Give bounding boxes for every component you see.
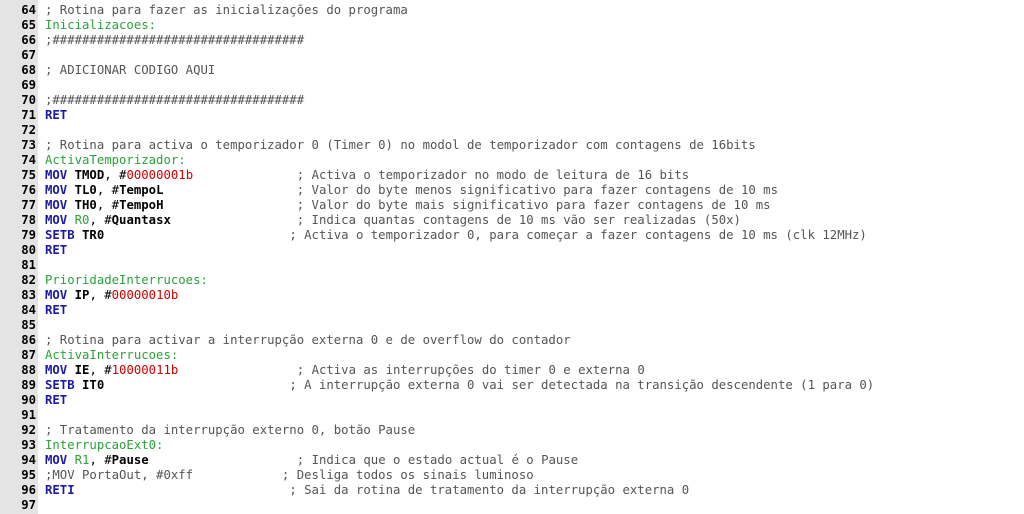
code-line[interactable]: [0, 33, 1024, 48]
code-text[interactable]: [45, 213, 741, 228]
code-text[interactable]: [45, 363, 645, 378]
line-number: 72: [21, 123, 36, 137]
code-token-label: PrioridadeInterrucoes:: [45, 273, 208, 287]
code-text[interactable]: [45, 243, 67, 258]
code-text[interactable]: [45, 63, 215, 78]
code-token-kw: RET: [45, 108, 68, 122]
code-line[interactable]: [0, 288, 1024, 303]
code-token-plain: [178, 363, 296, 377]
code-token-kw: RETI: [45, 483, 75, 497]
line-number: 80: [21, 243, 36, 257]
code-line[interactable]: [0, 48, 1024, 63]
line-number: 77: [21, 198, 36, 212]
line-number: 66: [21, 33, 36, 47]
code-token-num: 00000001b: [126, 168, 194, 182]
code-token-num: 00000010b: [111, 288, 179, 302]
code-token-id: TH0: [74, 198, 97, 212]
code-token-comment: ; Rotina para fazer as inicializações do programa: [45, 3, 408, 17]
code-token-comment: ; Activa o temporizador no modo de leitura de 16 bits: [296, 168, 690, 182]
code-token-kw: RET: [45, 243, 68, 257]
line-number: 71: [21, 108, 36, 122]
code-token-id: IP: [74, 288, 90, 302]
code-token-num: 10000011b: [111, 363, 179, 377]
code-token-plain: [193, 468, 282, 482]
code-line[interactable]: [0, 363, 1024, 378]
code-token-plain: , #: [89, 288, 112, 302]
code-token-id: TL0: [74, 183, 97, 197]
code-text[interactable]: [45, 228, 867, 243]
code-token-kw: MOV: [45, 183, 75, 197]
code-text[interactable]: [45, 438, 163, 453]
code-token-kw: MOV: [45, 453, 75, 467]
code-token-kw: SETB: [45, 378, 83, 392]
code-token-id: IT0: [82, 378, 105, 392]
line-number: 94: [21, 453, 36, 467]
code-token-kw: RET: [45, 303, 68, 317]
code-token-id: Pause: [111, 453, 149, 467]
code-line[interactable]: [0, 468, 1024, 483]
code-token-plain: [163, 198, 296, 212]
code-token-comment: ; Valor do byte mais significativo para fazer contagens de 10 ms: [296, 198, 771, 212]
line-number: 85: [21, 318, 36, 332]
code-token-plain: [193, 168, 297, 182]
code-text[interactable]: [45, 378, 874, 393]
code-line[interactable]: [0, 483, 1024, 498]
code-line[interactable]: [0, 153, 1024, 168]
code-line[interactable]: [0, 258, 1024, 273]
code-line[interactable]: [0, 423, 1024, 438]
code-token-comment: ; Activa o temporizador 0, para começar a fazer contagens de 10 ms (clk 12MHz): [289, 228, 867, 242]
code-token-reg: R1: [74, 453, 90, 467]
code-token-kw: MOV: [45, 213, 75, 227]
code-token-comment: ; Sai da rotina de tratamento da interrupção externa 0: [289, 483, 690, 497]
code-text[interactable]: [45, 108, 67, 123]
code-token-comment: ; Rotina para activar a interrupção externa 0 e de overflow do contador: [45, 333, 571, 347]
code-text[interactable]: [45, 333, 571, 348]
line-number: 86: [21, 333, 36, 347]
code-line[interactable]: [0, 438, 1024, 453]
code-token-comment: ; ADICIONAR CODIGO AQUI: [45, 63, 216, 77]
code-token-plain: , #: [89, 453, 112, 467]
code-token-comment: ; Desliga todos os sinais luminoso: [281, 468, 534, 482]
code-line[interactable]: [0, 168, 1024, 183]
code-token-comment: ; Tratamento da interrupção externo 0, botão Pause: [45, 423, 416, 437]
code-token-comment: ;MOV PortaOut, #0xff: [45, 468, 194, 482]
code-token-comment: ; Indica quantas contagens de 10 ms vão ser realizadas (50x): [296, 213, 741, 227]
code-text[interactable]: [45, 453, 578, 468]
line-number: 70: [21, 93, 36, 107]
code-token-plain: , #: [96, 198, 120, 212]
code-token-id: TMOD: [74, 168, 105, 182]
code-token-kw: MOV: [45, 168, 75, 182]
code-text[interactable]: [45, 393, 67, 408]
line-number: 97: [21, 498, 36, 512]
code-text[interactable]: [45, 138, 756, 153]
line-number: 92: [21, 423, 36, 437]
line-number: 75: [21, 168, 36, 182]
line-number: 89: [21, 378, 36, 392]
code-token-id: Quantasx: [111, 213, 171, 227]
code-text[interactable]: [45, 288, 178, 303]
code-token-plain: [171, 213, 297, 227]
line-number: 93: [21, 438, 36, 452]
line-number: 78: [21, 213, 36, 227]
line-number: 96: [21, 483, 36, 497]
code-token-comment: ;##################################: [45, 33, 305, 47]
line-number: 74: [21, 153, 36, 167]
code-token-id: TempoH: [119, 198, 164, 212]
code-token-plain: , #: [96, 183, 120, 197]
code-token-plain: , #: [89, 363, 112, 377]
code-text[interactable]: [45, 153, 186, 168]
code-text[interactable]: [45, 18, 156, 33]
code-token-label: InterrupcaoExt0:: [45, 438, 164, 452]
code-token-plain: , #: [104, 168, 127, 182]
code-line[interactable]: [0, 303, 1024, 318]
code-token-label: Inicializacoes:: [45, 18, 157, 32]
code-token-kw: MOV: [45, 198, 75, 212]
code-token-id: TR0: [82, 228, 105, 242]
code-line[interactable]: [0, 318, 1024, 333]
line-number: 67: [21, 48, 36, 62]
line-number: 87: [21, 348, 36, 362]
code-line[interactable]: [0, 228, 1024, 243]
code-line[interactable]: [0, 93, 1024, 108]
code-line[interactable]: [0, 198, 1024, 213]
code-token-plain: [75, 483, 290, 497]
code-text[interactable]: [45, 168, 689, 183]
code-text[interactable]: [45, 93, 304, 108]
code-line[interactable]: [0, 498, 1024, 513]
code-line[interactable]: [0, 378, 1024, 393]
code-token-plain: , #: [89, 213, 112, 227]
code-line[interactable]: [0, 408, 1024, 423]
line-number: 83: [21, 288, 36, 302]
line-number: 88: [21, 363, 36, 377]
code-token-plain: [104, 228, 289, 242]
line-number: 84: [21, 303, 36, 317]
code-line[interactable]: [0, 243, 1024, 258]
code-token-comment: ; A interrupção externa 0 vai ser detectada na transição descendente (1 para 0): [289, 378, 875, 392]
code-line[interactable]: [0, 348, 1024, 363]
code-token-plain: [163, 183, 296, 197]
line-number: 79: [21, 228, 36, 242]
line-number: 82: [21, 273, 36, 287]
code-text[interactable]: [45, 273, 208, 288]
line-number: 73: [21, 138, 36, 152]
code-line[interactable]: [0, 78, 1024, 93]
code-text[interactable]: [45, 198, 771, 213]
code-text[interactable]: [45, 183, 778, 198]
code-line[interactable]: [0, 3, 1024, 18]
code-token-comment: ; Indica que o estado actual é o Pause: [296, 453, 579, 467]
code-text[interactable]: [45, 468, 534, 483]
code-token-id: IE: [74, 363, 90, 377]
code-line[interactable]: [0, 213, 1024, 228]
code-text[interactable]: [45, 423, 415, 438]
code-line[interactable]: [0, 18, 1024, 33]
code-token-plain: [149, 453, 297, 467]
line-number: 65: [21, 18, 36, 32]
code-token-reg: R0: [74, 213, 90, 227]
code-line[interactable]: [0, 108, 1024, 123]
code-token-kw: MOV: [45, 363, 75, 377]
code-text[interactable]: [45, 303, 67, 318]
code-text[interactable]: [45, 33, 304, 48]
code-token-comment: ;##################################: [45, 93, 305, 107]
line-number: 64: [21, 3, 36, 17]
code-line[interactable]: [0, 333, 1024, 348]
line-number: 95: [21, 468, 36, 482]
line-number: 68: [21, 63, 36, 77]
code-line[interactable]: [0, 183, 1024, 198]
code-text[interactable]: [45, 483, 689, 498]
line-number: 90: [21, 393, 36, 407]
line-number: 76: [21, 183, 36, 197]
code-line[interactable]: [0, 123, 1024, 138]
code-token-kw: RET: [45, 393, 68, 407]
code-token-comment: ; Rotina para activa o temporizador 0 (Timer 0) no modol de temporizador com contagens de 16bits: [45, 138, 756, 152]
code-token-comment: ; Valor do byte menos significativo para fazer contagens de 10 ms: [296, 183, 778, 197]
code-line[interactable]: [0, 63, 1024, 78]
code-line[interactable]: [0, 453, 1024, 468]
code-token-label: ActivaInterrucoes:: [45, 348, 179, 362]
code-token-comment: ; Activa as interrupções do timer 0 e externa 0: [296, 363, 645, 377]
code-token-kw: SETB: [45, 228, 83, 242]
line-number: 91: [21, 408, 36, 422]
code-text[interactable]: [45, 348, 178, 363]
code-line[interactable]: [0, 393, 1024, 408]
code-line[interactable]: [0, 138, 1024, 153]
code-line[interactable]: [0, 273, 1024, 288]
code-token-kw: MOV: [45, 288, 75, 302]
code-token-label: ActivaTemporizador:: [45, 153, 186, 167]
line-number: 69: [21, 78, 36, 92]
code-token-plain: [104, 378, 289, 392]
line-number: 81: [21, 258, 36, 272]
code-text[interactable]: [45, 3, 408, 18]
code-token-id: TempoL: [119, 183, 164, 197]
